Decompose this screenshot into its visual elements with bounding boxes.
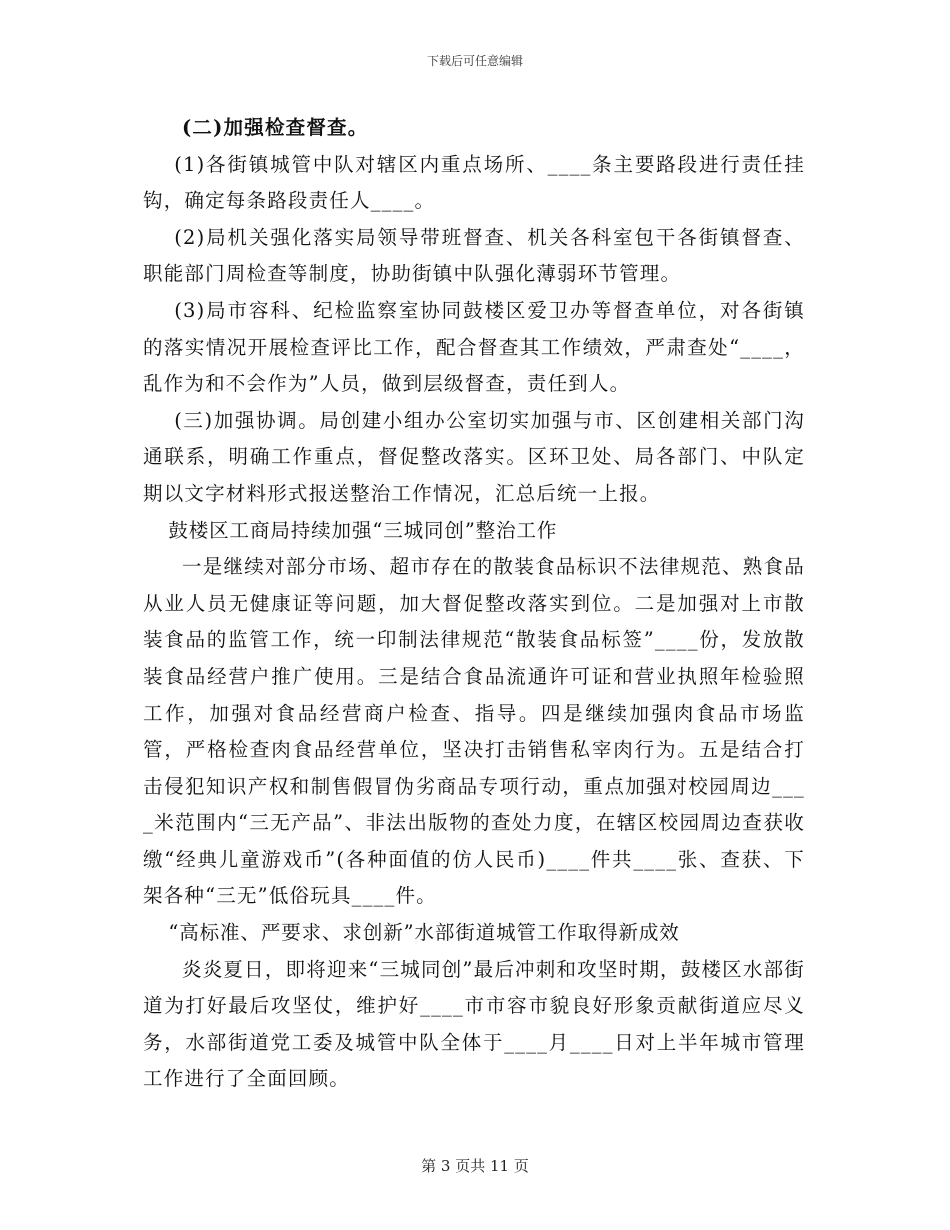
page-number-footer: 第 3 页共 11 页 [421, 1157, 529, 1175]
paragraph-item-2: (2)局机关强化落实局领导带班督查、机关各科室包干各街镇督查、职能部门周检查等制度，协助街镇中队强化薄弱环节管理。 [143, 225, 805, 286]
document-body [143, 110, 805, 1098]
paragraph-coordination: (三)加强协调。局创建小组办公室切实加强与市、区创建相关部门沟通联系，明确工作重点，督促整改落实。区环卫处、局各部门、中队定期以文字材料形式报送整治工作情况，汇总后统一上报。 [143, 408, 805, 505]
paragraph-industry-commerce: 一是继续对部分市场、超市存在的散装食品标识不法律规范、熟食品从业人员无健康证等问题，加大督促整改落实到位。二是加强对上市散装食品的监管工作，统一印制法律规范“散装食品标签”____份，发放散装食品经营户推广使用。三是结合食品流通许可证和营业执照年检验照工作，加强对食品经营商户检查、指导。四是继续加强肉食品市场监管，严格检查肉食品经营单位，坚决打击销售私宰肉行为。五是结合打击侵犯知识产权和制售假冒伪劣商品专项行动，重点加强对校园周边____米范围内“三无产品”、非法出版物的查处力度，在辖区校园周边查获收缴“经典儿童游戏币”(各种面值的仿人民币)____件共____张、查获、下架各种“三无”低俗玩具____件。 [143, 555, 805, 908]
paragraph-item-1: (1)各街镇城管中队对辖区内重点场所、____条主要路段进行责任挂钩，确定每条路段责任人____。 [143, 152, 805, 213]
section-heading-inspection: (二)加强检查督查。 [182, 116, 369, 139]
paragraph-item-3: (3)局市容科、纪检监察室协同鼓楼区爱卫办等督查单位，对各街镇的落实情况开展检查评比工作，配合督查其工作绩效，严肃查处“____，乱作为和不会作为”人员，做到层级督查，责任到人。 [143, 298, 805, 396]
paragraph-shuibu-street: 炎炎夏日，即将迎来“三城同创”最后冲刺和攻坚时期，鼓楼区水部街道为打好最后攻坚仗，维护好____市市容市貌良好形象贡献街道应尽义务，水部街道党工委及城管中队全体于____月____日对上半年城市管理工作进行了全面回顾。 [143, 957, 805, 1091]
article-title-industry-commerce: 鼓楼区工商局持续加强“三城同创”整治工作 [168, 518, 558, 542]
page-header: 下载后可任意编辑 [426, 54, 523, 68]
article-title-shuibu-street: “高标准、严要求、求创新”水部街道城管工作取得新成效 [168, 921, 680, 945]
